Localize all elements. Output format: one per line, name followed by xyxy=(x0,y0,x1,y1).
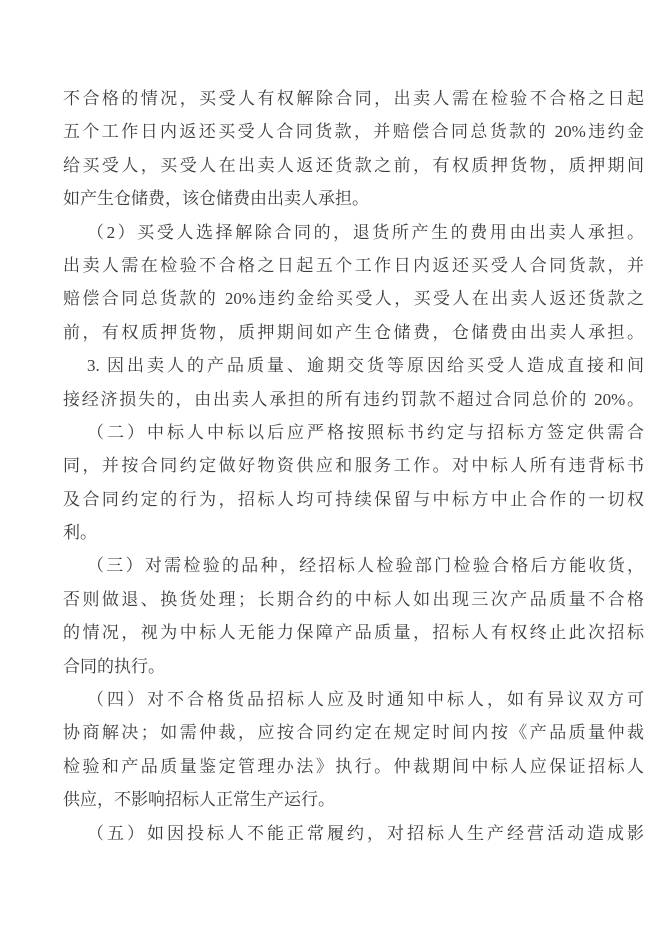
text-line: 出卖人需在检验不合格之日起五个工作日内返还买受人合同货款，并 xyxy=(63,255,644,275)
text-line: 合同的执行。 xyxy=(63,656,165,676)
text-line: 给买受人，买受人在出卖人返还货款之前，有权质押货物，质押期间 xyxy=(63,155,644,175)
text-line: （三）对需检验的品种，经招标人检验部门检验合格后方能收货， xyxy=(87,556,644,576)
text-line: 接经济损失的，由出卖人承担的所有违约罚款不超过合同总价的 20%。 xyxy=(63,389,644,409)
text-line: （2）买受人选择解除合同的，退货所产生的费用由出卖人承担。 xyxy=(87,222,644,242)
text-line: 检验和产品质量鉴定管理办法》执行。仲裁期间中标人应保证招标人 xyxy=(63,756,644,776)
text-line: 同，并按合同约定做好物资供应和服务工作。对中标人所有违背标书 xyxy=(63,456,644,476)
text-line: 的情况，视为中标人无能力保障产品质量，招标人有权终止此次招标 xyxy=(63,623,644,643)
text-line: 五个工作日内返还买受人合同货款，并赔偿合同总货款的 20%违约金 xyxy=(63,122,644,142)
text-line: 否则做退、换货处理；长期合约的中标人如出现三次产品质量不合格 xyxy=(63,589,644,609)
text-line: 协商解决；如需仲裁，应按合同约定在规定时间内按《产品质量仲裁 xyxy=(63,723,644,743)
text-line: 及合同约定的行为，招标人均可持续保留与中标方中止合作的一切权 xyxy=(63,489,644,509)
text-line: 前，有权质押货物，质押期间如产生仓储费，仓储费由出卖人承担。 xyxy=(63,322,644,342)
text-line: 供应，不影响招标人正常生产运行。 xyxy=(63,790,335,810)
text-line: （五）如因投标人不能正常履约，对招标人生产经营活动造成影 xyxy=(87,823,644,843)
text-line: 3. 因出卖人的产品质量、逾期交货等原因给买受人造成直接和间 xyxy=(87,356,644,376)
text-line: 利。 xyxy=(63,523,97,543)
text-line: （二）中标人中标以后应严格按照标书约定与招标方签定供需合 xyxy=(87,422,644,442)
text-line: 如产生仓储费，该仓储费由出卖人承担。 xyxy=(63,189,369,209)
text-line: （四）对不合格货品招标人应及时通知中标人，如有异议双方可 xyxy=(87,690,644,710)
text-line: 不合格的情况，买受人有权解除合同，出卖人需在检验不合格之日起 xyxy=(63,89,644,108)
document-text-block xyxy=(63,82,644,850)
text-line: 赔偿合同总货款的 20%违约金给买受人，买受人在出卖人返还货款之 xyxy=(63,289,644,309)
